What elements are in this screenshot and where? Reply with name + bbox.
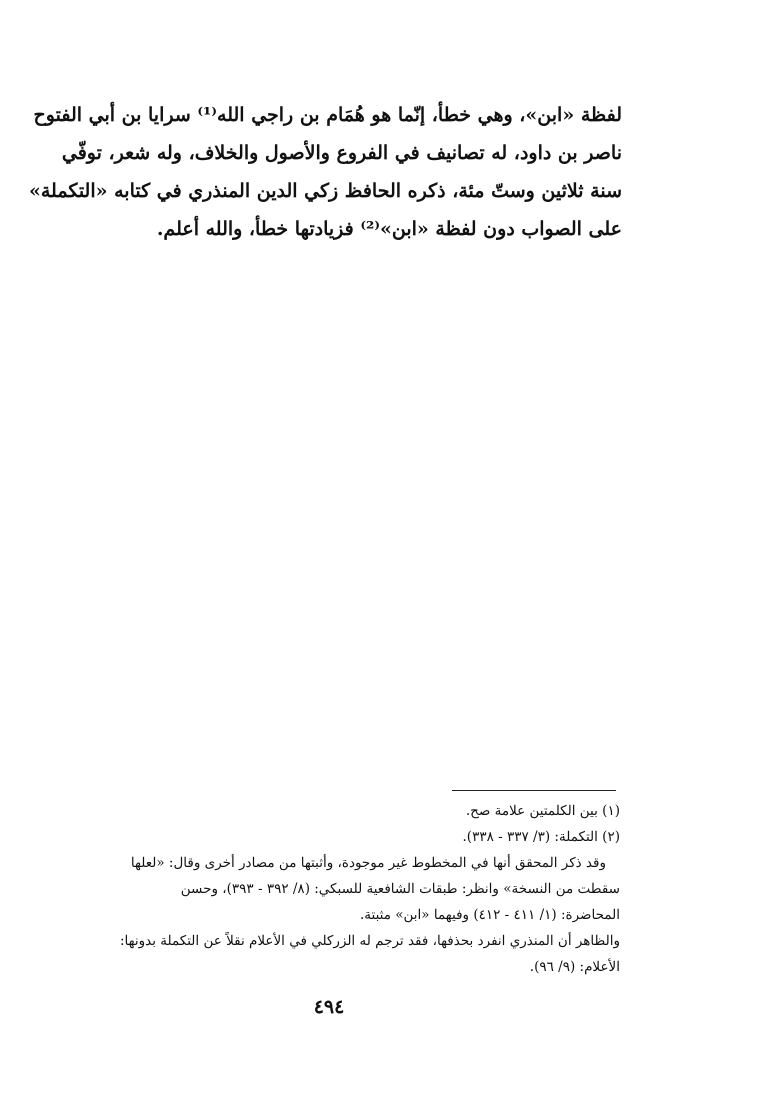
page-number: ٤٩٤ <box>313 996 345 1018</box>
main-text-line: على الصواب دون لفظة «ابن»⁽²⁾ فزيادتها خطأ، والله أعلم. <box>156 218 622 240</box>
main-text-line: سنة ثلاثين وستّ مئة، ذكره الحافظ زكي الدين المنذري في كتابه «التكملة» <box>29 180 622 202</box>
footnote-2-continuation: سقطت من النسخة» وانظر: طبقات الشافعية للسبكي: (٨/ ٣٩٢ - ٣٩٣)، وحسن <box>180 881 620 897</box>
footnote-divider <box>452 790 616 791</box>
footnotes-block <box>86 798 620 980</box>
footnote-1: (١) بين الكلمتين علامة صح. <box>465 803 620 819</box>
footnote-2: (٢) التكملة: (٣/ ٣٣٧ - ٣٣٨). <box>462 829 620 845</box>
main-text-block <box>29 96 622 248</box>
main-text-line: ناصر بن داود، له تصانيف في الفروع والأصول والخلاف، وله شعر، توفّي <box>61 142 622 164</box>
main-text-line: لفظة «ابن»، وهي خطأ، إنّما هو هُمَام بن راجي الله⁽¹⁾ سرايا بن أبي الفتوح <box>33 104 622 126</box>
footnote-2-continuation: وقد ذكر المحقق أنها في المخطوط غير موجودة، وأثبتها من مصادر أخرى وقال: «لعلها <box>130 855 606 871</box>
footnote-2-continuation: المحاضرة: (١/ ٤١١ - ٤١٢) وفيهما «ابن» مثبتة. <box>359 907 620 923</box>
footnote-2-continuation: الأعلام: (٩/ ٩٦). <box>529 959 620 975</box>
footnote-2-continuation: والظاهر أن المنذري انفرد بحذفها، فقد ترجم له الزركلي في الأعلام نقلاً عن التكملة بدونها: <box>119 933 620 949</box>
